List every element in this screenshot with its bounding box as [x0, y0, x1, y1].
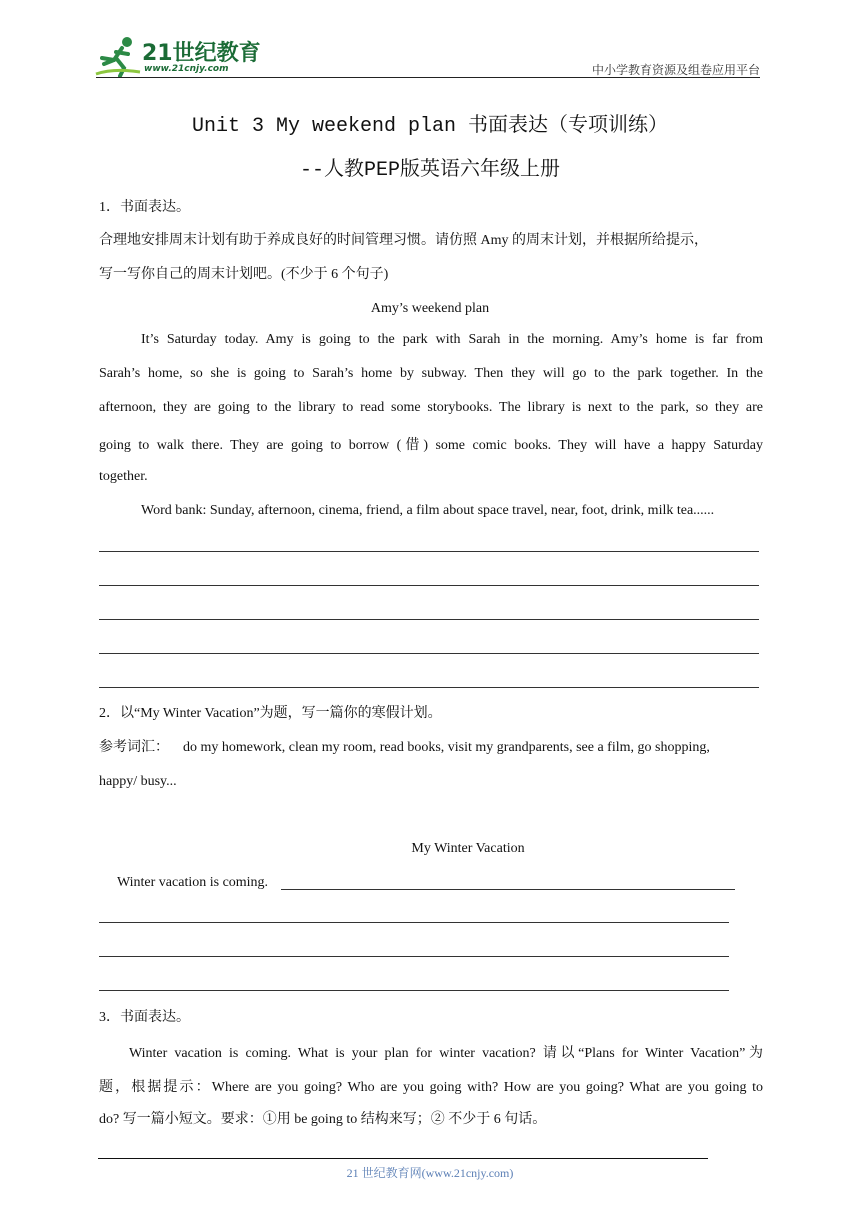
answer-line[interactable]: [99, 922, 729, 923]
header-divider: [96, 77, 760, 78]
logo: [94, 34, 264, 78]
footer-divider: [98, 1158, 708, 1159]
q1-instruction-line2: 写一写你自己的周末计划吧。(不少于 6 个句子): [99, 267, 389, 282]
q1-word-bank: Word bank: Sunday, afternoon, cinema, friend, a film about space travel, near, foot, drink, milk tea......: [141, 503, 715, 518]
answer-line[interactable]: [99, 585, 759, 586]
q3-line2: 题，根据提示：Where are you going? Who are you going with? How are you going? What are you going to: [99, 1080, 763, 1095]
q2-vocab-label: 参考词汇：: [99, 740, 169, 755]
platform-name: 中小学教育资源及组卷应用平台: [591, 63, 760, 77]
page-subtitle: --人教PEP版英语六年级上册: [299, 159, 560, 182]
q1-passage-line5: together.: [99, 469, 148, 484]
q1-instruction-line1: 合理地安排周末计划有助于养成良好的时间管理习惯。请仿照 Amy 的周末计划，并根据所给提示，: [99, 233, 708, 248]
q3-line3: do? 写一篇小短文。要求：①用 be going to 结构来写；② 不少于 6 句话。: [99, 1112, 547, 1127]
answer-line[interactable]: [99, 956, 729, 957]
logo-url: www.21cnjy.com: [144, 64, 229, 74]
q2-heading: 2．以“My Winter Vacation”为题，写一篇你的寒假计划。: [99, 706, 442, 721]
answer-line[interactable]: [99, 687, 759, 688]
answer-line[interactable]: [281, 889, 735, 890]
q3-heading: 3．书面表达。: [99, 1010, 190, 1025]
q2-vocab-line1: do my homework, clean my room, read books, visit my grandparents, see a film, go shopping,: [183, 740, 710, 755]
answer-line[interactable]: [99, 551, 759, 552]
q2-essay-start: Winter vacation is coming.: [117, 875, 269, 890]
page-title: Unit 3 My weekend plan 书面表达（专项训练）: [191, 115, 669, 138]
logo-text: 21世纪教育: [142, 41, 261, 66]
q1-passage-line1: It’s Saturday today. Amy is going to the park with Sarah in the morning. Amy’s home is far from: [141, 332, 763, 347]
answer-line[interactable]: [99, 619, 759, 620]
q2-vocab-line2: happy/ busy...: [99, 774, 177, 789]
q1-passage-line4: going to walk there. They are going to borrow (借) some comic books. They will have a happy Saturday: [99, 438, 763, 453]
footer-link[interactable]: 21 世纪教育网(www.21cnjy.com): [346, 1166, 514, 1180]
q1-passage-title: Amy’s weekend plan: [370, 301, 490, 316]
answer-line[interactable]: [99, 990, 729, 991]
answer-line[interactable]: [99, 653, 759, 654]
q2-essay-title: My Winter Vacation: [411, 841, 525, 856]
q1-passage-line2: Sarah’s home, so she is going to Sarah’s home by subway. Then they will go to the park together. In the: [99, 366, 763, 381]
q1-heading: 1．书面表达。: [99, 200, 190, 215]
q3-line1: Winter vacation is coming. What is your plan for winter vacation? 请以“Plans for Winter Vacation”为: [129, 1046, 763, 1061]
q1-passage-line3: afternoon, they are going to the library to read some storybooks. The library is next to the park, so they are: [99, 400, 763, 415]
runner-logo-icon: [94, 34, 144, 78]
